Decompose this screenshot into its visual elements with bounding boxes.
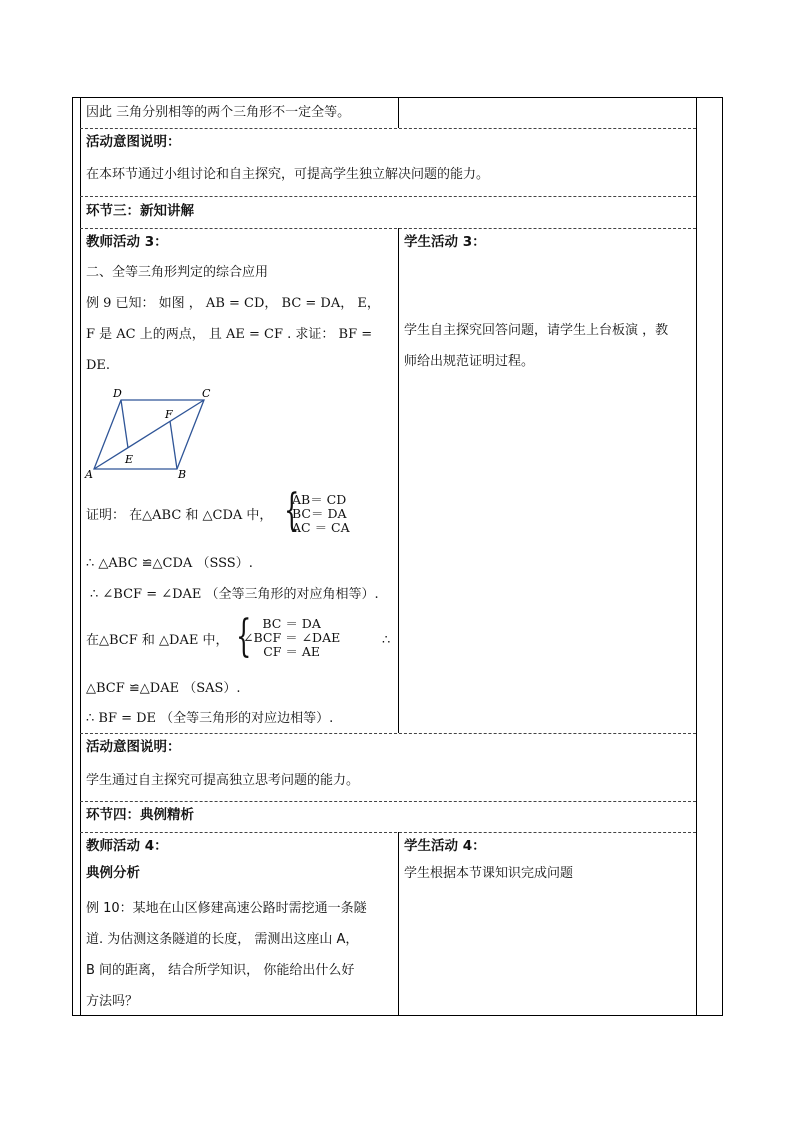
proof-line: 证明： 在△ABC 和 △CDA 中，	[86, 508, 273, 523]
row-divider	[80, 196, 696, 197]
segment-bf	[170, 421, 177, 469]
label-e: E	[125, 453, 134, 466]
student-activity-text: 学生自主探究回答问题，请学生上台板演 ，教	[404, 323, 669, 338]
table-border-right	[722, 97, 723, 1016]
proof-line: △BCF ≌△DAE （SAS）.	[86, 681, 241, 696]
therefore-symbol: ∴	[382, 633, 391, 648]
table-border-left	[72, 97, 73, 1016]
student-activity-heading: 学生活动 4：	[404, 838, 486, 854]
table-border-top	[72, 97, 723, 98]
section-heading: 环节三：新知讲解	[86, 203, 194, 219]
intent-body: 在本环节通过小组讨论和自主探究，可提高学生独立解决问题的能力。	[86, 167, 490, 182]
row-divider	[80, 832, 696, 833]
section-heading: 环节四：典例精析	[86, 807, 194, 823]
label-b: B	[178, 468, 187, 481]
example-text: B 间的距离， 结合所学知识， 你能给出什么好	[86, 963, 355, 978]
teacher-activity-heading: 教师活动 3：	[86, 234, 168, 250]
intent-body: 学生通过自主探究可提高独立思考问题的能力。	[86, 773, 360, 788]
column-divider-middle	[398, 228, 399, 733]
intent-heading: 活动意图说明：	[86, 739, 181, 755]
proof-line: 在△BCF 和 △DAE 中，	[86, 633, 229, 648]
label-d: D	[113, 387, 122, 400]
column-divider-bottom	[398, 832, 399, 1016]
equation: ∠BCF ＝ ∠DAE	[243, 630, 341, 645]
row-divider	[80, 733, 696, 734]
equation-system	[243, 617, 340, 659]
intent-heading: 活动意图说明：	[86, 134, 181, 150]
table-border-inner-right	[696, 97, 697, 1016]
example-subtitle: 典例分析	[86, 865, 140, 881]
column-divider-top	[398, 97, 399, 128]
row-divider	[80, 801, 696, 802]
equation: AB＝ CD	[292, 492, 347, 507]
example-text: 例 10：某地在山区修建高速公路时需挖通一条隧	[86, 901, 367, 916]
diagonal-ac	[94, 400, 204, 469]
label-a: A	[85, 468, 93, 481]
equation: AC ＝ CA	[292, 520, 350, 535]
row-divider	[80, 228, 696, 229]
example-text: F 是 AC 上的两点， 且 AE = CF . 求证： BF =	[86, 327, 373, 342]
student-activity-text: 师给出规范证明过程。	[404, 354, 535, 369]
brace-symbol: {	[284, 485, 300, 536]
equation: BC ＝ DA	[262, 616, 321, 631]
topic-subtitle: 二、全等三角形判定的综合应用	[86, 265, 269, 280]
example-text: 方法吗？	[86, 994, 139, 1009]
proof-line: ∴ △ABC ≌△CDA （SSS）.	[86, 556, 253, 571]
brace-symbol: {	[236, 611, 252, 662]
example-text: 道. 为估测这条隧道的长度， 需测出这座山 A，	[86, 932, 359, 947]
geometry-figure	[84, 384, 216, 482]
label-c: C	[202, 387, 211, 400]
teacher-activity-heading: 教师活动 4：	[86, 838, 168, 854]
proof-line: ∴ BF = DE （全等三角形的对应边相等）.	[86, 711, 334, 726]
label-f: F	[165, 408, 173, 421]
segment-de	[121, 400, 128, 448]
row-divider	[80, 128, 696, 129]
example-text: 例 9 已知： 如图 ， AB = CD， BC = DA， E，	[86, 296, 380, 311]
table-border-bottom	[72, 1015, 723, 1016]
equation: CF ＝ AE	[263, 644, 321, 659]
equation-system	[292, 493, 350, 535]
equation: BC＝ DA	[292, 506, 347, 521]
table-border-inner-left	[80, 97, 81, 1016]
conclusion-text: 因此 三角分别相等的两个三角形不一定全等。	[86, 105, 351, 120]
student-activity-heading: 学生活动 3：	[404, 234, 486, 250]
proof-line: ∴ ∠BCF = ∠DAE （全等三角形的对应角相等）.	[90, 587, 379, 602]
student-activity-text: 学生根据本节课知识完成问题	[404, 866, 574, 881]
example-text: DE.	[86, 358, 111, 373]
